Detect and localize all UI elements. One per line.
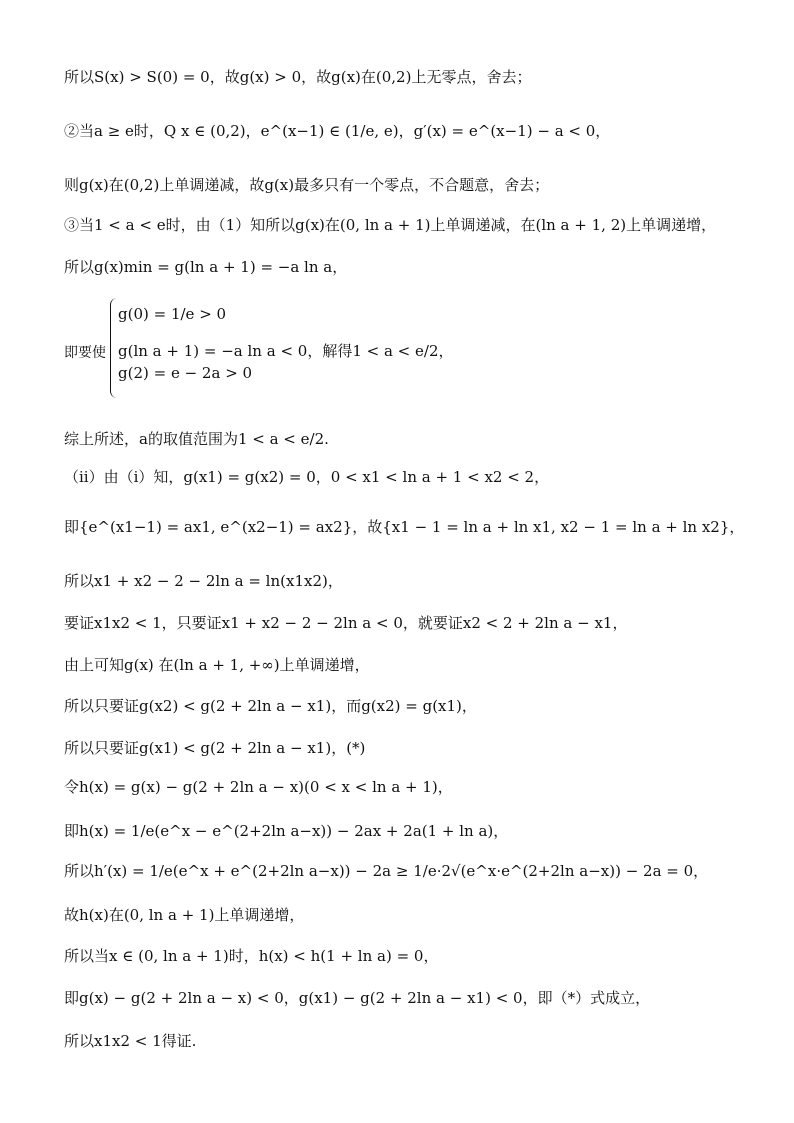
text-line-17: 所以h′(x) = 1/e(e^x + e^(2+2ln a−x)) − 2a ≥ 1/e·2√(e^x·e^(2+2ln a−x)) − 2a = 0， [64,862,709,880]
text-line-8: （ii）由（i）知，g(x1) = g(x2) = 0，0 < x1 < ln a + 1 < x2 < 2， [64,468,550,486]
text-line-11: 要证x1x2 < 1，只要证x1 + x2 − 2 − 2ln a < 0，就要证x2 < 2 + 2ln a − x1， [64,614,628,632]
text-line-18: 故h(x)在(0, ln a + 1)上单调递增， [64,906,305,924]
text-line-2: ②当a ≥ e时，Q x ∈ (0,2)，e^(x−1) ∈ (1/e, e)，g′(x) = e^(x−1) − a < 0， [64,122,611,140]
text-line-10: 所以x1 + x2 − 2 − 2ln a = ln(x1x2)， [64,572,343,590]
text-line-21: 所以x1x2 < 1得证. [64,1032,197,1050]
system-row-2: g(ln a + 1) = −a ln a < 0，解得1 < a < e/2， [118,342,454,360]
system-row-1: g(0) = 1/e > 0 [118,305,227,323]
text-line-9: 即{e^(x1−1) = ax1, e^(x2−1) = ax2}，故{x1 − 1 = ln a + ln x1, x2 − 1 = ln a + ln x2}， [64,518,745,536]
text-line-5: 所以g(x)min = g(ln a + 1) = −a ln a， [64,258,348,276]
text-line-3: 则g(x)在(0,2)上单调递减，故g(x)最多只有一个零点，不合题意，舍去； [64,176,550,194]
system-brace [110,298,117,398]
text-line-15: 令h(x) = g(x) − g(2 + 2ln a − x)(0 < x < ln a + 1)， [64,778,453,796]
text-line-16: 即h(x) = 1/e(e^x − e^(2+2ln a−x)) − 2ax + 2a(1 + ln a)， [64,822,509,840]
text-line-7: 综上所述，a的取值范围为1 < a < e/2. [64,430,329,448]
text-line-20: 即g(x) − g(2 + 2ln a − x) < 0，g(x1) − g(2 + 2ln a − x1) < 0，即（*）式成立， [64,989,651,1007]
system-row-3: g(2) = e − 2a > 0 [118,364,253,382]
text-line-1: 所以S(x) > S(0) = 0，故g(x) > 0，故g(x)在(0,2)上无零点，舍去； [64,68,532,86]
text-line-14: 所以只要证g(x1) < g(2 + 2ln a − x1)，(*) [64,739,366,757]
text-line-19: 所以当x ∈ (0, ln a + 1)时，h(x) < h(1 + ln a) = 0， [64,947,439,965]
text-line-13: 所以只要证g(x2) < g(2 + 2ln a − x1)，而g(x2) = g(x1)， [64,697,477,715]
text-line-12: 由上可知g(x) 在(ln a + 1, +∞)上单调递增， [64,656,370,674]
system-prefix: 即要使 [64,345,106,361]
text-line-4: ③当1 < a < e时，由（1）知所以g(x)在(0, ln a + 1)上单调递减，在(ln a + 1, 2)上单调递增， [64,216,717,234]
